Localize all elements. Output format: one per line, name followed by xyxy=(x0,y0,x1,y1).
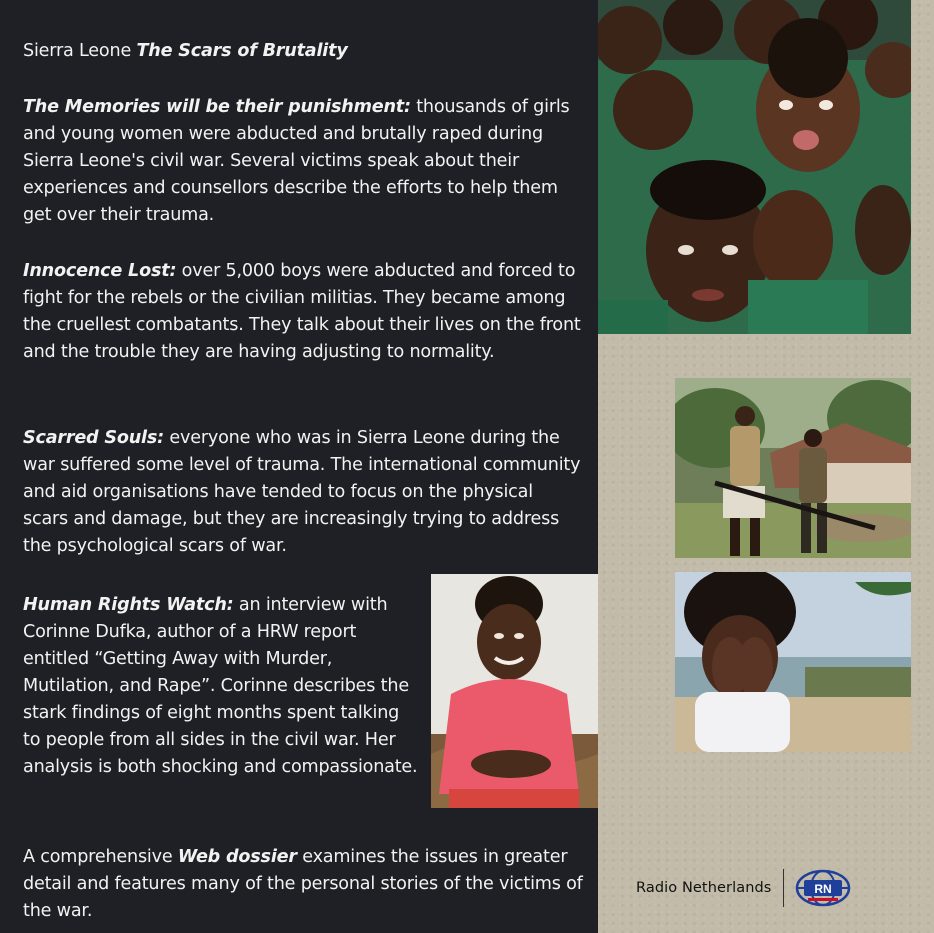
closing-paragraph xyxy=(23,844,593,925)
title-country: Sierra Leone xyxy=(23,41,132,61)
photo-children-crowd xyxy=(598,0,911,334)
closing-before: A comprehensive xyxy=(23,847,178,867)
section-scarred-souls xyxy=(23,425,583,560)
photo-smiling-girl xyxy=(431,574,598,808)
title-subtitle: The Scars of Brutality xyxy=(136,41,348,61)
radio-netherlands-logo xyxy=(636,868,852,908)
brand-name: Radio Netherlands xyxy=(636,880,772,896)
section-body: thousands of girls and young women were abducted and brutally raped during Sierra Leone's civil war. Several victims speak about their experiences and counsellors describe the efforts to help them get over their trauma. xyxy=(23,97,570,225)
section-innocence-lost xyxy=(23,258,583,366)
web-dossier-emphasis: Web dossier xyxy=(177,847,297,867)
closing-after: examines the issues in greater detail and features many of the personal stories of the victims of the war. xyxy=(23,847,583,921)
page-title xyxy=(23,38,348,65)
globe-icon xyxy=(794,868,852,908)
photo-child-soldiers xyxy=(675,378,911,558)
section-heading: Innocence Lost: xyxy=(23,261,177,281)
section-body: an interview with Corinne Dufka, author of a HRW report entitled “Getting Away with Murder, Mutilation, and Rape”. Corinne describes the stark findings of eight months spent talking to people from all sides in the civil war. Her analysis is both shocking and compassionate. xyxy=(23,595,418,777)
section-memories xyxy=(23,94,583,229)
logo-text: RN xyxy=(814,882,833,896)
section-human-rights-watch xyxy=(23,592,418,781)
section-heading: The Memories will be their punishment: xyxy=(23,97,411,117)
section-body: over 5,000 boys were abducted and forced to fight for the rebels or the civilian militias. They became among the cruellest combatants. They talk about their lives on the front and the trouble they are having adjusting to normality. xyxy=(23,261,581,362)
section-heading: Human Rights Watch: xyxy=(23,595,234,615)
photo-woman-covering-face xyxy=(675,572,911,752)
section-body: everyone who was in Sierra Leone during the war suffered some level of trauma. The international community and aid organisations have tended to focus on the physical scars and damage, but they are increasingly trying to address the psychological scars of war. xyxy=(23,428,581,556)
section-heading: Scarred Souls: xyxy=(23,428,164,448)
divider xyxy=(783,869,784,907)
